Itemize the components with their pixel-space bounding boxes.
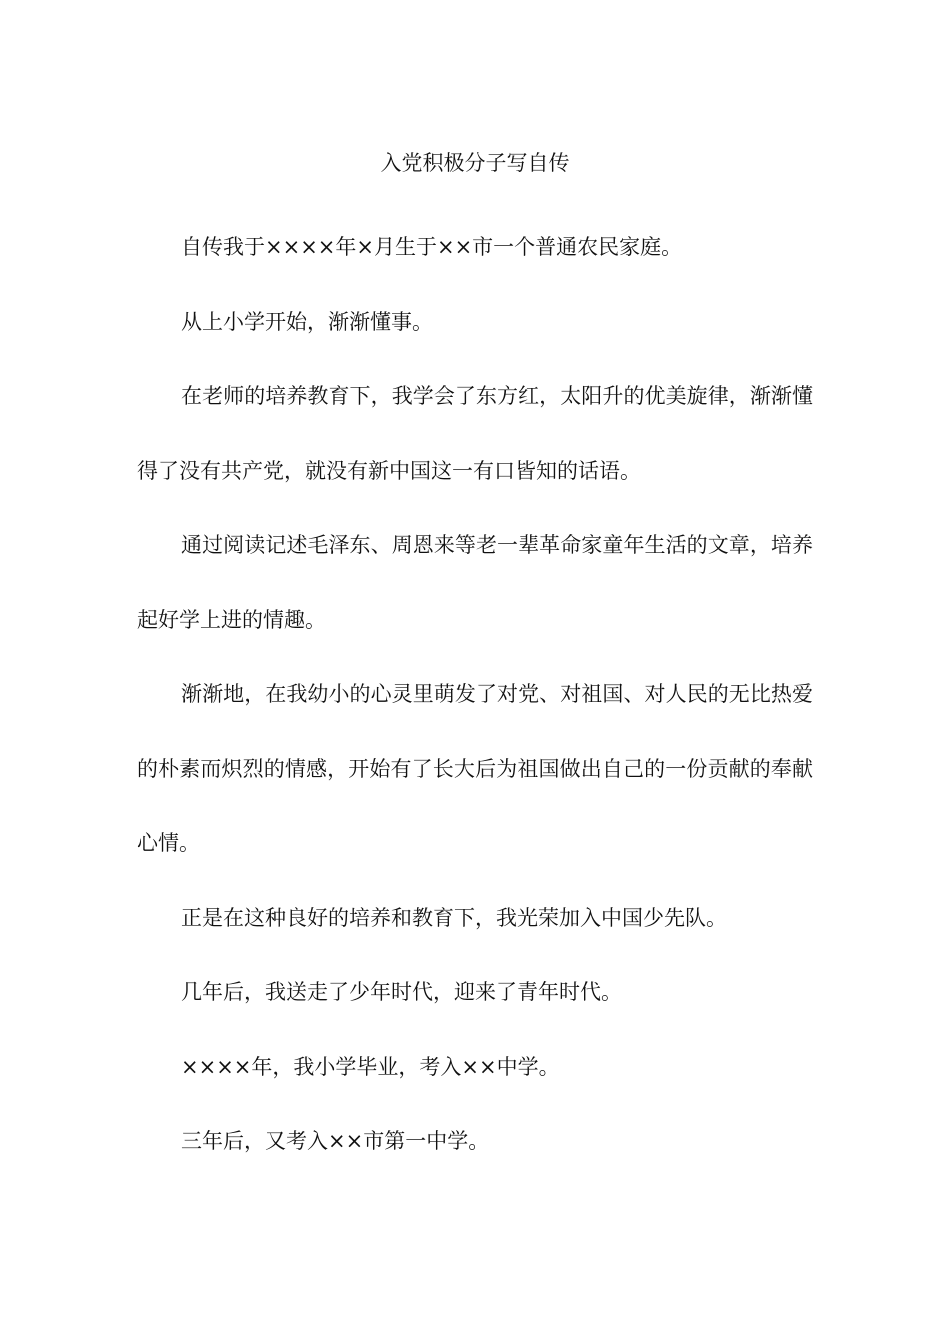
paragraph-6: 正是在这种良好的培养和教育下，我光荣加入中国少先队。	[181, 905, 727, 930]
document-body	[137, 210, 813, 1179]
paragraph-5: 渐渐地，在我幼小的心灵里萌发了对党、对祖国、对人民的无比热爱的朴素而炽烈的情感，开始有了长大后为祖国做出自己的一份贡献的奉献心情。	[137, 682, 813, 855]
paragraph-4: 通过阅读记述毛泽东、周恩来等老一辈革命家童年生活的文章，培养起好学上进的情趣。	[137, 533, 813, 632]
document-title: 入党积极分子写自传	[380, 151, 570, 175]
paragraph-9: 三年后，又考入××市第一中学。	[181, 1129, 490, 1153]
paragraph-1: 自传我于××××年×月生于××市一个普通农民家庭。	[181, 235, 683, 259]
paragraph-7: 几年后，我送走了少年时代，迎来了青年时代。	[181, 980, 622, 1004]
paragraph-2: 从上小学开始，渐渐懂事。	[181, 309, 433, 334]
paragraph-8: ××××年，我小学毕业，考入××中学。	[181, 1054, 560, 1079]
paragraph-3: 在老师的培养教育下，我学会了东方红，太阳升的优美旋律，渐渐懂得了没有共产党，就没有新中国这一有口皆知的话语。	[137, 384, 813, 483]
